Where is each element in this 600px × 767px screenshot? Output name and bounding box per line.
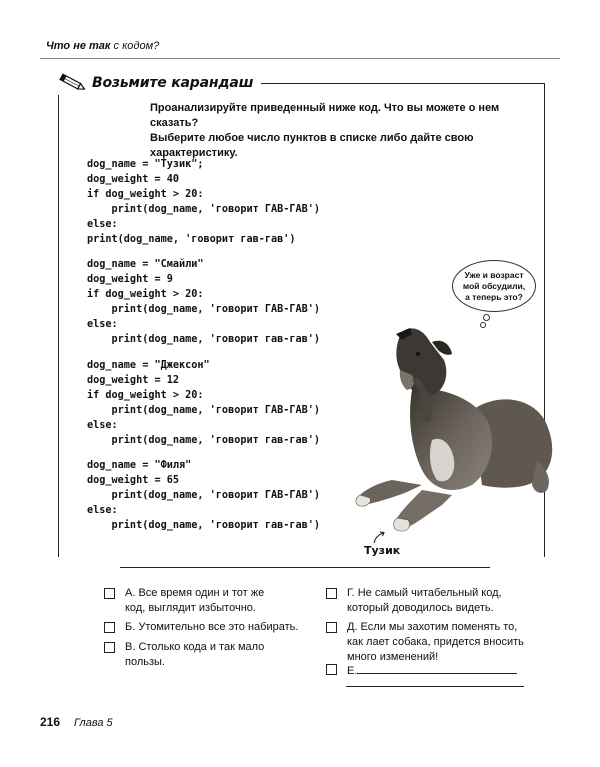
code-line: print(dog_name, 'говорит гав-гав') <box>87 520 321 531</box>
code-block-2 <box>87 257 367 347</box>
code-line: dog_name = "Филя" <box>87 460 192 471</box>
code-line: print(dog_name, 'говорит ГАВ-ГАВ') <box>87 405 321 416</box>
option-text: который доводилось видеть. <box>347 602 494 614</box>
option-text: Б. Утомительно все это набирать. <box>125 621 299 633</box>
code-line: print(dog_name, 'говорит ГАВ-ГАВ') <box>87 490 321 501</box>
code-line: dog_weight = 12 <box>87 375 180 386</box>
answer-line-extra[interactable] <box>346 686 524 687</box>
checkbox[interactable] <box>326 588 337 599</box>
code-line: if dog_weight > 20: <box>87 390 204 401</box>
code-line: print(dog_name, 'говорит ГАВ-ГАВ') <box>87 204 321 215</box>
option-text: код, выглядит избыточно. <box>125 602 256 614</box>
bubble-line-3: а теперь это? <box>465 291 523 302</box>
instructions <box>150 101 550 161</box>
code-line: if dog_weight > 20: <box>87 289 204 300</box>
option-text: А. Все время один и тот же <box>125 587 265 599</box>
code-line: print(dog_name, 'говорит гав-гав') <box>87 234 296 245</box>
code-block-1 <box>87 157 367 247</box>
running-head-bold: Что не так <box>46 40 111 52</box>
running-head <box>46 40 159 52</box>
option-e[interactable] <box>326 620 557 665</box>
option-text: пользы. <box>125 656 165 668</box>
sidebar-title: Возьмите карандаш <box>92 75 254 91</box>
code-line: dog_weight = 40 <box>87 174 180 185</box>
bubble-line-1: Уже и возраст <box>464 269 524 280</box>
checkbox[interactable] <box>104 588 115 599</box>
code-line: else: <box>87 505 118 516</box>
code-block-3 <box>87 358 367 448</box>
instructions-line-2: Выберите любое число пунктов в списке либо дайте свою характеристику. <box>150 132 474 159</box>
code-line: dog_name = "Джексон" <box>87 360 210 371</box>
code-line: dog_weight = 65 <box>87 475 180 486</box>
checkbox[interactable] <box>104 642 115 653</box>
code-line: print(dog_name, 'говорит гав-гав') <box>87 435 321 446</box>
checkbox[interactable] <box>104 622 115 633</box>
page-footer <box>40 715 113 729</box>
option-b[interactable] <box>104 620 315 635</box>
option-text: Е. <box>347 665 358 677</box>
top-rule <box>40 58 560 59</box>
answer-line[interactable] <box>357 662 517 674</box>
running-head-rest: с кодом? <box>110 40 160 52</box>
option-a[interactable] <box>104 586 300 616</box>
chapter-label: Глава 5 <box>74 717 113 729</box>
code-block-4 <box>87 458 367 533</box>
option-f[interactable] <box>326 662 547 679</box>
checkbox[interactable] <box>326 622 337 633</box>
sidebar-title-tab <box>52 71 261 95</box>
code-line: print(dog_name, 'говорит гав-гав') <box>87 334 321 345</box>
checkbox[interactable] <box>326 664 337 675</box>
instructions-line-1: Проанализируйте приведенный ниже код. Что вы можете о нем сказать? <box>150 102 500 129</box>
code-line: dog_name = "Тузик"; <box>87 159 204 170</box>
option-text: Д. Если мы захотим поменять то, <box>347 621 518 633</box>
divider <box>120 567 490 568</box>
code-line: print(dog_name, 'говорит ГАВ-ГАВ') <box>87 304 321 315</box>
code-line: else: <box>87 420 118 431</box>
option-text: много изменений! <box>347 651 439 663</box>
option-text: как лает собака, придется вносить <box>347 636 524 648</box>
pencil-icon <box>58 73 88 93</box>
bubble-line-2: мой обсудили, <box>462 280 526 291</box>
page-number: 216 <box>40 715 61 729</box>
option-d[interactable] <box>326 586 547 616</box>
code-line: if dog_weight > 20: <box>87 189 204 200</box>
option-text: В. Столько кода и так мало <box>125 641 265 653</box>
code-line: dog_weight = 9 <box>87 274 173 285</box>
code-line: dog_name = "Смайли" <box>87 259 204 270</box>
option-text: Г. Не самый читабельный код, <box>347 587 502 599</box>
option-c[interactable] <box>104 640 300 670</box>
dog-illustration <box>352 320 562 540</box>
code-line: else: <box>87 319 118 330</box>
speech-bubble <box>452 260 536 312</box>
dog-caption: Тузик <box>364 544 401 557</box>
code-line: else: <box>87 219 118 230</box>
caption-arrow-icon <box>372 530 386 544</box>
